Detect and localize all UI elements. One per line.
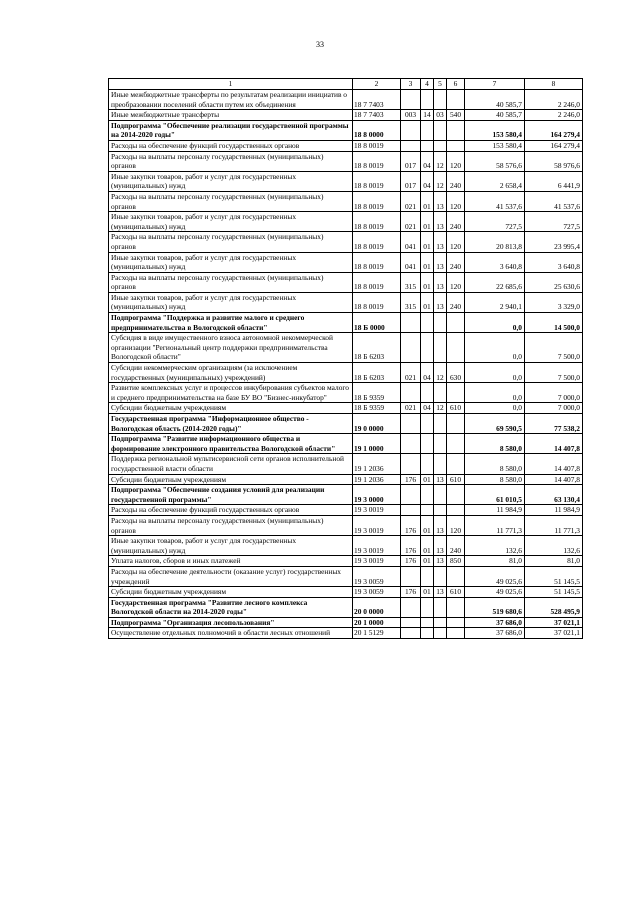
row-value-col8-cell: 164 279,4	[525, 120, 583, 140]
row-subsection-cell: 13	[434, 272, 447, 292]
row-value-col8-cell: 7 500,0	[525, 333, 583, 363]
row-name-cell: Субсидии некоммерческим организациям (за исключением государственных (муниципальных) учреждений)	[109, 363, 353, 383]
row-type-cell	[447, 90, 465, 110]
table-row	[109, 536, 583, 556]
row-type-cell	[447, 597, 465, 617]
table-row	[109, 403, 583, 414]
row-value-col8-cell: 164 279,4	[525, 140, 583, 151]
row-name-cell: Иные закупки товаров, работ и услуг для государственных (муниципальных) нужд	[109, 292, 353, 312]
row-type-cell: 610	[447, 587, 465, 598]
row-name-cell: Расходы на обеспечение функций государственных органов	[109, 505, 353, 516]
row-code-cell: 18 8 0019	[353, 151, 401, 171]
row-name-cell: Поддержка региональной мультисервисной сети органов исполнительной государственной власти области	[109, 454, 353, 474]
row-ministry-cell	[401, 597, 421, 617]
row-type-cell: 240	[447, 252, 465, 272]
row-name-cell: Иные закупки товаров, работ и услуг для государственных (муниципальных) нужд	[109, 212, 353, 232]
row-ministry-cell: 176	[401, 587, 421, 598]
row-code-cell: 20 1 5129	[353, 628, 401, 639]
row-code-cell: 18 8 0019	[353, 171, 401, 191]
budget-table	[108, 78, 583, 639]
column-header: 2	[353, 79, 401, 90]
row-subsection-cell: 12	[434, 403, 447, 414]
row-value-col7-cell: 49 025,6	[465, 566, 525, 586]
row-name-cell: Расходы на выплаты персоналу государственных (муниципальных) органов	[109, 515, 353, 535]
row-type-cell: 120	[447, 232, 465, 252]
row-section-cell	[421, 313, 434, 333]
row-ministry-cell: 021	[401, 191, 421, 211]
row-ministry-cell: 017	[401, 171, 421, 191]
row-value-col7-cell: 0,0	[465, 363, 525, 383]
row-value-col7-cell: 37 686,0	[465, 628, 525, 639]
row-subsection-cell	[434, 617, 447, 628]
row-section-cell: 01	[421, 587, 434, 598]
row-ministry-cell	[401, 566, 421, 586]
row-code-cell: 19 3 0000	[353, 485, 401, 505]
row-value-col7-cell: 20 813,8	[465, 232, 525, 252]
row-section-cell	[421, 628, 434, 639]
row-name-cell: Расходы на выплаты персоналу государственных (муниципальных) органов	[109, 232, 353, 252]
row-value-col7-cell: 69 590,5	[465, 414, 525, 434]
row-value-col8-cell: 23 995,4	[525, 232, 583, 252]
row-value-col8-cell: 7 000,0	[525, 383, 583, 403]
row-value-col8-cell: 727,5	[525, 212, 583, 232]
row-name-cell: Подпрограмма "Обеспечение реализации государственной программы на 2014-2020 годы"	[109, 120, 353, 140]
table-row	[109, 292, 583, 312]
row-value-col7-cell: 153 580,4	[465, 140, 525, 151]
row-subsection-cell	[434, 597, 447, 617]
row-type-cell	[447, 383, 465, 403]
table-row	[109, 212, 583, 232]
table-row	[109, 556, 583, 567]
row-section-cell: 01	[421, 292, 434, 312]
row-name-cell: Иные межбюджетные трансферты по результатам реализации инициатив о преобразовании поселений области путем их объединения	[109, 90, 353, 110]
row-type-cell	[447, 120, 465, 140]
row-value-col7-cell: 41 537,6	[465, 191, 525, 211]
row-name-cell: Государственная программа "Развитие лесного комплекса Вологодской области на 2014-2020 годы"	[109, 597, 353, 617]
row-value-col7-cell: 58 576,6	[465, 151, 525, 171]
row-value-col7-cell: 61 010,5	[465, 485, 525, 505]
row-section-cell: 01	[421, 232, 434, 252]
row-name-cell: Расходы на выплаты персоналу государственных (муниципальных) органов	[109, 151, 353, 171]
column-header: 7	[465, 79, 525, 90]
row-subsection-cell	[434, 140, 447, 151]
row-name-cell: Субсидии бюджетным учреждениям	[109, 403, 353, 414]
row-ministry-cell: 003	[401, 110, 421, 121]
row-name-cell: Осуществление отдельных полномочий в области лесных отношений	[109, 628, 353, 639]
row-type-cell	[447, 313, 465, 333]
row-type-cell	[447, 454, 465, 474]
row-section-cell	[421, 434, 434, 454]
row-value-col7-cell: 49 025,6	[465, 587, 525, 598]
row-type-cell: 630	[447, 363, 465, 383]
row-subsection-cell	[434, 313, 447, 333]
row-code-cell: 18 Б 0000	[353, 313, 401, 333]
row-subsection-cell: 13	[434, 232, 447, 252]
row-value-col8-cell: 51 145,5	[525, 587, 583, 598]
row-subsection-cell: 12	[434, 171, 447, 191]
row-name-cell: Расходы на выплаты персоналу государственных (муниципальных) органов	[109, 191, 353, 211]
column-header: 6	[447, 79, 465, 90]
row-value-col8-cell: 51 145,5	[525, 566, 583, 586]
row-subsection-cell	[434, 434, 447, 454]
table-header-row	[109, 79, 583, 90]
table-row	[109, 383, 583, 403]
row-value-col8-cell: 14 500,0	[525, 313, 583, 333]
row-ministry-cell	[401, 617, 421, 628]
column-header: 3	[401, 79, 421, 90]
row-ministry-cell: 021	[401, 403, 421, 414]
table-row	[109, 505, 583, 516]
table-row	[109, 272, 583, 292]
row-ministry-cell: 176	[401, 515, 421, 535]
row-name-cell: Государственная программа "Информационное общество - Вологодская область (2014-2020 годы)"	[109, 414, 353, 434]
row-name-cell: Иные закупки товаров, работ и услуг для государственных (муниципальных) нужд	[109, 536, 353, 556]
row-section-cell: 01	[421, 536, 434, 556]
table-row	[109, 454, 583, 474]
table-row	[109, 474, 583, 485]
row-ministry-cell	[401, 140, 421, 151]
row-code-cell: 19 3 0019	[353, 505, 401, 516]
row-section-cell: 01	[421, 474, 434, 485]
row-value-col8-cell: 41 537,6	[525, 191, 583, 211]
row-section-cell	[421, 333, 434, 363]
table-row	[109, 566, 583, 586]
row-subsection-cell	[434, 414, 447, 434]
row-section-cell: 04	[421, 403, 434, 414]
row-value-col7-cell: 0,0	[465, 403, 525, 414]
row-subsection-cell: 03	[434, 110, 447, 121]
table-row	[109, 485, 583, 505]
row-code-cell: 19 3 0019	[353, 536, 401, 556]
row-subsection-cell	[434, 628, 447, 639]
row-value-col7-cell: 2 940,1	[465, 292, 525, 312]
row-ministry-cell	[401, 90, 421, 110]
row-code-cell: 19 3 0059	[353, 566, 401, 586]
table-row	[109, 110, 583, 121]
row-value-col8-cell: 11 771,3	[525, 515, 583, 535]
page-number: 33	[316, 40, 324, 49]
row-value-col7-cell: 37 686,0	[465, 617, 525, 628]
row-name-cell: Подпрограмма "Организация лесопользования"	[109, 617, 353, 628]
row-value-col8-cell: 14 407,8	[525, 454, 583, 474]
row-section-cell	[421, 383, 434, 403]
row-subsection-cell	[434, 90, 447, 110]
row-ministry-cell	[401, 383, 421, 403]
row-type-cell	[447, 333, 465, 363]
row-section-cell	[421, 566, 434, 586]
row-section-cell: 01	[421, 272, 434, 292]
row-section-cell	[421, 597, 434, 617]
row-code-cell: 19 3 0019	[353, 556, 401, 567]
row-type-cell	[447, 566, 465, 586]
row-value-col7-cell: 153 580,4	[465, 120, 525, 140]
row-code-cell: 19 1 2036	[353, 474, 401, 485]
row-ministry-cell: 021	[401, 363, 421, 383]
row-code-cell: 20 0 0000	[353, 597, 401, 617]
row-code-cell: 18 Б 9359	[353, 403, 401, 414]
table-row	[109, 597, 583, 617]
row-type-cell: 120	[447, 272, 465, 292]
row-value-col8-cell: 2 246,0	[525, 90, 583, 110]
row-type-cell: 240	[447, 292, 465, 312]
table-row	[109, 617, 583, 628]
row-code-cell: 18 8 0000	[353, 120, 401, 140]
row-type-cell: 120	[447, 515, 465, 535]
table-row	[109, 171, 583, 191]
table-row	[109, 363, 583, 383]
row-value-col8-cell: 528 495,9	[525, 597, 583, 617]
table-row	[109, 191, 583, 211]
row-code-cell: 19 1 2036	[353, 454, 401, 474]
row-subsection-cell	[434, 566, 447, 586]
row-value-col7-cell: 8 580,0	[465, 474, 525, 485]
row-code-cell: 18 Б 6203	[353, 363, 401, 383]
row-ministry-cell	[401, 333, 421, 363]
row-type-cell: 120	[447, 151, 465, 171]
table-row	[109, 120, 583, 140]
table-row	[109, 628, 583, 639]
table-row	[109, 313, 583, 333]
row-ministry-cell	[401, 434, 421, 454]
row-subsection-cell: 13	[434, 515, 447, 535]
table-row	[109, 232, 583, 252]
row-value-col8-cell: 81,0	[525, 556, 583, 567]
row-type-cell	[447, 617, 465, 628]
row-ministry-cell	[401, 120, 421, 140]
row-code-cell: 19 1 0000	[353, 434, 401, 454]
row-subsection-cell	[434, 383, 447, 403]
row-value-col8-cell: 2 246,0	[525, 110, 583, 121]
table-row	[109, 333, 583, 363]
row-ministry-cell	[401, 454, 421, 474]
row-code-cell: 18 8 0019	[353, 191, 401, 211]
row-value-col7-cell: 8 580,0	[465, 454, 525, 474]
table-row	[109, 90, 583, 110]
row-section-cell: 04	[421, 171, 434, 191]
row-code-cell: 18 8 0019	[353, 232, 401, 252]
table-row	[109, 151, 583, 171]
row-subsection-cell: 13	[434, 556, 447, 567]
row-value-col7-cell: 727,5	[465, 212, 525, 232]
row-value-col7-cell: 0,0	[465, 333, 525, 363]
row-name-cell: Подпрограмма "Развитие информационного общества и формирование электронного правительства Вологодской области"	[109, 434, 353, 454]
row-type-cell: 240	[447, 171, 465, 191]
row-ministry-cell: 017	[401, 151, 421, 171]
row-value-col8-cell: 58 976,6	[525, 151, 583, 171]
row-name-cell: Иные закупки товаров, работ и услуг для государственных (муниципальных) нужд	[109, 252, 353, 272]
row-type-cell	[447, 628, 465, 639]
row-code-cell: 18 8 0019	[353, 292, 401, 312]
row-name-cell: Расходы на выплаты персоналу государственных (муниципальных) органов	[109, 272, 353, 292]
row-name-cell: Расходы на обеспечение функций государственных органов	[109, 140, 353, 151]
table-row	[109, 140, 583, 151]
row-subsection-cell: 13	[434, 587, 447, 598]
row-value-col8-cell: 37 021,1	[525, 628, 583, 639]
row-name-cell: Субсидия в виде имущественного взноса автономной некоммерческой организации "Региональный центр поддержки предпринимательства Вологодской области"	[109, 333, 353, 363]
table-row	[109, 434, 583, 454]
row-value-col8-cell: 3 329,0	[525, 292, 583, 312]
row-section-cell	[421, 120, 434, 140]
row-subsection-cell	[434, 454, 447, 474]
row-subsection-cell: 13	[434, 212, 447, 232]
row-code-cell: 18 8 0019	[353, 272, 401, 292]
row-value-col7-cell: 2 658,4	[465, 171, 525, 191]
table-row	[109, 587, 583, 598]
row-value-col8-cell: 14 407,8	[525, 434, 583, 454]
table-row	[109, 414, 583, 434]
row-code-cell: 18 Б 9359	[353, 383, 401, 403]
row-code-cell: 18 8 0019	[353, 252, 401, 272]
row-value-col7-cell: 0,0	[465, 313, 525, 333]
row-value-col8-cell: 25 630,6	[525, 272, 583, 292]
row-type-cell	[447, 505, 465, 516]
row-name-cell: Расходы на обеспечение деятельности (оказание услуг) государственных учреждений	[109, 566, 353, 586]
row-type-cell: 850	[447, 556, 465, 567]
row-code-cell: 18 Б 6203	[353, 333, 401, 363]
row-ministry-cell	[401, 505, 421, 516]
row-value-col8-cell: 11 984,9	[525, 505, 583, 516]
column-header: 8	[525, 79, 583, 90]
row-subsection-cell	[434, 485, 447, 505]
row-subsection-cell: 13	[434, 252, 447, 272]
row-subsection-cell: 12	[434, 363, 447, 383]
row-name-cell: Субсидии бюджетным учреждениям	[109, 474, 353, 485]
row-section-cell	[421, 140, 434, 151]
row-code-cell: 18 7 7403	[353, 110, 401, 121]
row-ministry-cell: 315	[401, 272, 421, 292]
table-row	[109, 515, 583, 535]
row-ministry-cell: 315	[401, 292, 421, 312]
row-code-cell: 18 7 7403	[353, 90, 401, 110]
row-name-cell: Субсидии бюджетным учреждениям	[109, 587, 353, 598]
row-section-cell: 01	[421, 556, 434, 567]
row-name-cell: Уплата налогов, сборов и иных платежей	[109, 556, 353, 567]
row-ministry-cell: 041	[401, 252, 421, 272]
row-code-cell: 18 8 0019	[353, 212, 401, 232]
column-header: 1	[109, 79, 353, 90]
row-section-cell: 01	[421, 252, 434, 272]
row-value-col7-cell: 132,6	[465, 536, 525, 556]
row-value-col8-cell: 63 130,4	[525, 485, 583, 505]
row-type-cell: 610	[447, 474, 465, 485]
row-value-col8-cell: 37 021,1	[525, 617, 583, 628]
row-value-col8-cell: 14 407,8	[525, 474, 583, 485]
row-subsection-cell: 13	[434, 474, 447, 485]
row-value-col8-cell: 3 640,8	[525, 252, 583, 272]
row-subsection-cell	[434, 333, 447, 363]
row-section-cell	[421, 414, 434, 434]
row-ministry-cell	[401, 485, 421, 505]
row-value-col8-cell: 7 500,0	[525, 363, 583, 383]
row-section-cell	[421, 617, 434, 628]
row-section-cell	[421, 454, 434, 474]
row-section-cell	[421, 90, 434, 110]
row-value-col7-cell: 0,0	[465, 383, 525, 403]
row-section-cell: 01	[421, 212, 434, 232]
row-section-cell	[421, 505, 434, 516]
row-ministry-cell: 021	[401, 212, 421, 232]
row-name-cell: Развитие комплексных услуг и процессов инкубирования субъектов малого и среднего предпринимательства на базе БУ ВО "Бизнес-инкубатор"	[109, 383, 353, 403]
row-value-col8-cell: 6 441,9	[525, 171, 583, 191]
row-name-cell: Иные межбюджетные трансферты	[109, 110, 353, 121]
row-value-col7-cell: 81,0	[465, 556, 525, 567]
row-code-cell: 19 3 0059	[353, 587, 401, 598]
row-value-col8-cell: 77 538,2	[525, 414, 583, 434]
row-value-col7-cell: 40 585,7	[465, 90, 525, 110]
row-type-cell: 240	[447, 212, 465, 232]
row-subsection-cell	[434, 120, 447, 140]
row-ministry-cell: 041	[401, 232, 421, 252]
row-code-cell: 20 1 0000	[353, 617, 401, 628]
row-section-cell: 14	[421, 110, 434, 121]
row-value-col7-cell: 519 680,6	[465, 597, 525, 617]
row-section-cell	[421, 485, 434, 505]
row-ministry-cell	[401, 313, 421, 333]
row-subsection-cell: 12	[434, 151, 447, 171]
row-type-cell	[447, 414, 465, 434]
row-value-col7-cell: 8 580,0	[465, 434, 525, 454]
row-type-cell: 610	[447, 403, 465, 414]
row-value-col8-cell: 132,6	[525, 536, 583, 556]
row-value-col8-cell: 7 000,0	[525, 403, 583, 414]
row-ministry-cell	[401, 414, 421, 434]
row-code-cell: 18 8 0019	[353, 140, 401, 151]
row-section-cell: 01	[421, 515, 434, 535]
row-value-col7-cell: 11 771,3	[465, 515, 525, 535]
row-value-col7-cell: 40 585,7	[465, 110, 525, 121]
row-value-col7-cell: 11 984,9	[465, 505, 525, 516]
row-type-cell	[447, 140, 465, 151]
row-ministry-cell: 176	[401, 474, 421, 485]
row-subsection-cell: 13	[434, 191, 447, 211]
row-section-cell: 04	[421, 151, 434, 171]
row-ministry-cell: 176	[401, 536, 421, 556]
row-section-cell: 01	[421, 191, 434, 211]
row-name-cell: Подпрограмма "Обеспечение создания условий для реализации государственной программы"	[109, 485, 353, 505]
row-name-cell: Иные закупки товаров, работ и услуг для государственных (муниципальных) нужд	[109, 171, 353, 191]
row-name-cell: Подпрограмма "Поддержка и развитие малого и среднего предпринимательства в Вологодской области"	[109, 313, 353, 333]
row-ministry-cell	[401, 628, 421, 639]
row-type-cell: 540	[447, 110, 465, 121]
row-subsection-cell	[434, 505, 447, 516]
column-header: 4	[421, 79, 434, 90]
row-type-cell	[447, 434, 465, 454]
row-type-cell: 120	[447, 191, 465, 211]
column-header: 5	[434, 79, 447, 90]
row-section-cell: 04	[421, 363, 434, 383]
row-type-cell: 240	[447, 536, 465, 556]
row-subsection-cell: 13	[434, 292, 447, 312]
table-row	[109, 252, 583, 272]
row-type-cell	[447, 485, 465, 505]
row-value-col7-cell: 3 640,8	[465, 252, 525, 272]
row-code-cell: 19 0 0000	[353, 414, 401, 434]
row-value-col7-cell: 22 685,6	[465, 272, 525, 292]
row-code-cell: 19 3 0019	[353, 515, 401, 535]
row-subsection-cell: 13	[434, 536, 447, 556]
row-ministry-cell: 176	[401, 556, 421, 567]
